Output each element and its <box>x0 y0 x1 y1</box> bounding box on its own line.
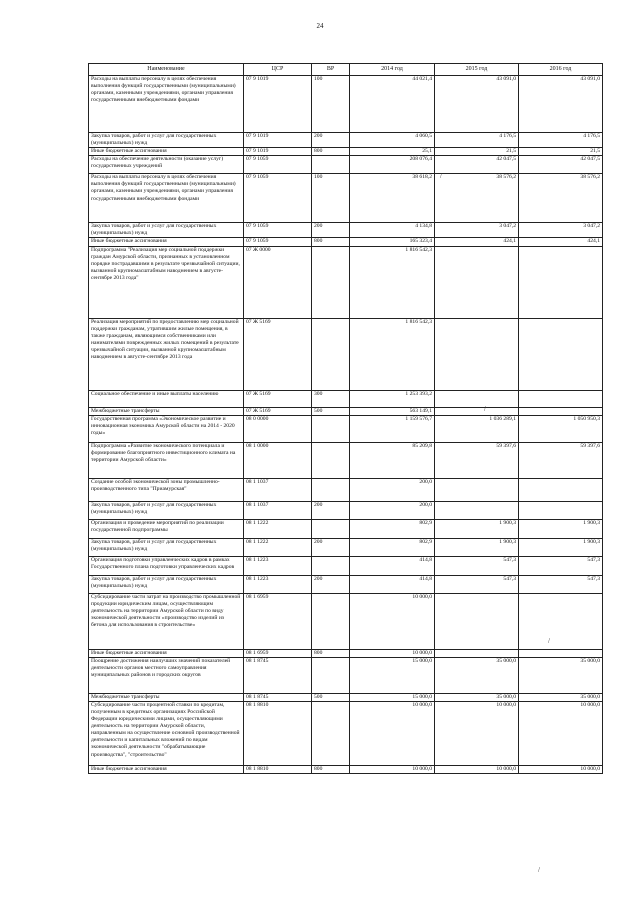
row-name: Иные бюджетные ассигнования <box>89 148 244 156</box>
row-2015 <box>435 318 519 390</box>
row-vr: 200 <box>312 538 350 556</box>
row-name: Закупка товаров, работ и услуг для государственных (муниципальных) нужд <box>89 575 244 593</box>
row-csr: 07 Ж 5169 <box>244 407 312 415</box>
row-2016: 59 397,6 <box>519 442 603 478</box>
row-csr: 08 1 1037 <box>244 478 312 501</box>
table-row <box>89 156 603 174</box>
row-name: Иные бюджетные ассигнования <box>89 765 244 773</box>
row-vr: 100 <box>312 76 350 133</box>
row-name: Реализация мероприятий по предоставлению мер социальной поддержки гражданам, утратившим жилые помещения, в также гражданам, являющимся собственниками или нанимателями поврежденных жилых помещений в результате чрезвычайной ситуации, вызванной крупномасштабным наводнением в августе-сентябре 2013 года <box>89 318 244 390</box>
row-2014: 200,0 <box>350 478 435 501</box>
row-2014: 10 000,0 <box>350 593 435 649</box>
row-2015 <box>435 649 519 657</box>
row-name: Межбюджетные трансферты <box>89 693 244 701</box>
row-2015: 38 576,2 <box>435 174 519 223</box>
row-2016: 10 000,0 <box>519 701 603 765</box>
row-2016: 3 047,2 <box>519 223 603 238</box>
row-name: Организация подготовки управленческих кадров в рамках Государственного плана подготовки управленческих кадров <box>89 556 244 575</box>
row-2015 <box>435 246 519 318</box>
table-row <box>89 501 603 519</box>
header-row <box>89 64 603 76</box>
header-2014: 2014 год <box>350 64 435 76</box>
row-2016: 38 576,2 <box>519 174 603 223</box>
row-csr: 08 1 1222 <box>244 538 312 556</box>
row-2016: 35 000,0 <box>519 693 603 701</box>
table-row <box>89 701 603 765</box>
pen-mark: / <box>538 866 540 874</box>
table-row <box>89 556 603 575</box>
row-2015 <box>435 501 519 519</box>
header-2016: 2016 год <box>519 64 603 76</box>
row-csr: 07 9 1059 <box>244 174 312 223</box>
table-row <box>89 442 603 478</box>
row-name: Создание особой экономической зоны промышленно-производственного типа "Приамурская" <box>89 478 244 501</box>
row-2014: 15 000,0 <box>350 693 435 701</box>
budget-table <box>88 63 603 774</box>
table-row <box>89 76 603 133</box>
row-csr: 07 Ж 0000 <box>244 246 312 318</box>
row-vr: 100 <box>312 174 350 223</box>
row-2014: 38 618,2 <box>350 174 435 223</box>
table-row <box>89 174 603 223</box>
row-vr <box>312 415 350 442</box>
row-2014: 165 323,4 <box>350 238 435 246</box>
pen-mark: / <box>484 405 486 413</box>
row-vr <box>312 246 350 318</box>
row-csr: 07 9 1059 <box>244 223 312 238</box>
row-2015: 3 047,2 <box>435 223 519 238</box>
row-2014: 200,0 <box>350 501 435 519</box>
header-csr: ЦСР <box>244 64 312 76</box>
row-vr <box>312 556 350 575</box>
row-csr: 08 1 8810 <box>244 765 312 773</box>
row-2014: 4 060,5 <box>350 133 435 148</box>
row-vr <box>312 701 350 765</box>
row-2015: 1 900,3 <box>435 519 519 538</box>
row-vr: 200 <box>312 575 350 593</box>
row-2014: 44 021,4 <box>350 76 435 133</box>
row-csr: 08 0 0000 <box>244 415 312 442</box>
row-vr: 800 <box>312 148 350 156</box>
row-name: Социальное обеспечение и иные выплаты населению <box>89 390 244 407</box>
row-2016: 1 900,3 <box>519 538 603 556</box>
row-csr: 08 1 1222 <box>244 519 312 538</box>
row-csr: 07 Ж 5169 <box>244 318 312 390</box>
table-row <box>89 765 603 773</box>
table-row <box>89 407 603 415</box>
row-2016: 10 000,0 <box>519 765 603 773</box>
row-vr <box>312 593 350 649</box>
row-csr: 07 9 1019 <box>244 76 312 133</box>
row-vr: 200 <box>312 501 350 519</box>
row-2015: 35 000,0 <box>435 693 519 701</box>
row-2016 <box>519 390 603 407</box>
row-name: Межбюджетные трансферты <box>89 407 244 415</box>
table-row <box>89 390 603 407</box>
row-name: Расходы на обеспечение деятельности (оказание услуг) государственных учреждений <box>89 156 244 174</box>
row-2016: 547,3 <box>519 575 603 593</box>
header-2015: 2015 год <box>435 64 519 76</box>
row-vr <box>312 442 350 478</box>
row-2014: 208 076,4 <box>350 156 435 174</box>
pen-mark: / <box>440 172 442 180</box>
table-row <box>89 133 603 148</box>
row-vr: 800 <box>312 649 350 657</box>
row-2014: 1 816 542,3 <box>350 318 435 390</box>
row-csr: 07 9 1059 <box>244 238 312 246</box>
row-name: Государственная программа «Экономическое развитие и инновационная экономика Амурской области на 2014 - 2020 годы» <box>89 415 244 442</box>
pen-mark: / <box>548 637 550 645</box>
row-name: Закупка товаров, работ и услуг для государственных (муниципальных) нужд <box>89 133 244 148</box>
row-name: Субсидирование части затрат на производство промышленной продукции юридическим лицам, осуществляющим деятельность на территории Амурской области по виду экономической деятельности «производство изделий из бетона для использования в строительстве» <box>89 593 244 649</box>
table-row <box>89 148 603 156</box>
row-vr: 500 <box>312 693 350 701</box>
row-2014: 563 149,1 <box>350 407 435 415</box>
row-2014: 1 159 576,7 <box>350 415 435 442</box>
row-2015 <box>435 390 519 407</box>
row-2016 <box>519 649 603 657</box>
row-2016: 21,5 <box>519 148 603 156</box>
row-name: Расходы на выплаты персоналу в целях обеспечения выполнения функций государственными (муниципальными) органами, казенными учреждениями, органами управления государственными внебюджетными фондами <box>89 76 244 133</box>
row-2015: 35 000,0 <box>435 657 519 693</box>
row-name: Закупка товаров, работ и услуг для государственных (муниципальных) нужд <box>89 501 244 519</box>
row-csr: 08 1 0000 <box>244 442 312 478</box>
row-vr <box>312 519 350 538</box>
row-csr: 08 1 6959 <box>244 593 312 649</box>
row-vr: 800 <box>312 238 350 246</box>
row-csr: 07 Ж 5169 <box>244 390 312 407</box>
row-2014: 15 000,0 <box>350 657 435 693</box>
row-2015: 21,5 <box>435 148 519 156</box>
row-2014: 1 816 542,3 <box>350 246 435 318</box>
row-vr <box>312 478 350 501</box>
row-2016 <box>519 246 603 318</box>
row-vr <box>312 156 350 174</box>
row-csr: 07 9 1019 <box>244 133 312 148</box>
table-row <box>89 538 603 556</box>
row-2015 <box>435 593 519 649</box>
row-2015: 1 900,3 <box>435 538 519 556</box>
table-row <box>89 575 603 593</box>
page-number: 24 <box>316 22 324 30</box>
row-vr <box>312 318 350 390</box>
row-2015: 4 176,5 <box>435 133 519 148</box>
table-row <box>89 318 603 390</box>
row-vr: 200 <box>312 133 350 148</box>
row-2014: 802,9 <box>350 538 435 556</box>
row-2014: 10 000,0 <box>350 765 435 773</box>
row-csr: 07 9 1059 <box>244 156 312 174</box>
row-2016: 42 047,5 <box>519 156 603 174</box>
row-2015: 1 036 289,1 <box>435 415 519 442</box>
table-row <box>89 657 603 693</box>
row-vr: 500 <box>312 407 350 415</box>
row-csr: 07 9 1019 <box>244 148 312 156</box>
table-row <box>89 478 603 501</box>
row-csr: 08 1 8745 <box>244 693 312 701</box>
row-2014: 414,8 <box>350 575 435 593</box>
row-2015: 547,3 <box>435 556 519 575</box>
row-2016: 1 050 950,3 <box>519 415 603 442</box>
row-2015: 59 397,6 <box>435 442 519 478</box>
row-2016: 547,3 <box>519 556 603 575</box>
row-2014: 10 000,0 <box>350 649 435 657</box>
row-2015 <box>435 478 519 501</box>
row-2016 <box>519 478 603 501</box>
row-2015: 10 000,0 <box>435 701 519 765</box>
row-2016: 424,1 <box>519 238 603 246</box>
row-name: Расходы на выплаты персоналу в целях обеспечения выполнения функций государственными (муниципальными) органами, казенными учреждениями, органами управления государственными внебюджетными фондами <box>89 174 244 223</box>
row-csr: 08 1 1223 <box>244 556 312 575</box>
row-2016: 35 000,0 <box>519 657 603 693</box>
row-name: Организация и проведение мероприятий по реализации государственной подпрограммы <box>89 519 244 538</box>
table-body <box>89 76 603 774</box>
row-2014: 10 000,0 <box>350 701 435 765</box>
row-2016: 43 091,0 <box>519 76 603 133</box>
table-row <box>89 693 603 701</box>
row-csr: 08 1 6959 <box>244 649 312 657</box>
table-row <box>89 649 603 657</box>
header-vr: ВР <box>312 64 350 76</box>
row-2015: 43 091,0 <box>435 76 519 133</box>
row-vr: 800 <box>312 765 350 773</box>
row-name: Подпрограмма «Развитие экономического потенциала и формирование благоприятного инвестиционного климата на территории Амурской области» <box>89 442 244 478</box>
row-2014: 25,1 <box>350 148 435 156</box>
row-2014: 802,9 <box>350 519 435 538</box>
table-row <box>89 415 603 442</box>
row-2015: 547,3 <box>435 575 519 593</box>
row-2015: 10 000,0 <box>435 765 519 773</box>
row-name: Поощрение достижения наилучших значений показателей деятельности органов местного самоуправления муниципальных районов и городских округов <box>89 657 244 693</box>
table-row <box>89 519 603 538</box>
row-name: Субсидирование части процентной ставки по кредитам, полученным в кредитных организациях Российской Федерации юридическими лицами, осуществляющими деятельность на территории Амурской области, направленным на осуществление основной производственной деятельности и капитальных вложений по видам экономической деятельности "обрабатывающие производства", "строительство" <box>89 701 244 765</box>
row-2016 <box>519 318 603 390</box>
row-csr: 08 1 1037 <box>244 501 312 519</box>
row-name: Подпрограмма "Реализация мер социальной поддержки граждан Амурской области, признанных в установленном порядке пострадавшими в результате чрезвычайной ситуации, вызванной крупномасштабным наводнением в августе-сентябре 2013 года" <box>89 246 244 318</box>
table-row <box>89 593 603 649</box>
row-2016 <box>519 407 603 415</box>
row-2014: 414,8 <box>350 556 435 575</box>
row-name: Иные бюджетные ассигнования <box>89 238 244 246</box>
table-row <box>89 223 603 238</box>
row-name: Закупка товаров, работ и услуг для государственных (муниципальных) нужд <box>89 223 244 238</box>
row-csr: 08 1 8810 <box>244 701 312 765</box>
row-2015: 42 047,5 <box>435 156 519 174</box>
row-2016 <box>519 501 603 519</box>
row-name: Закупка товаров, работ и услуг для государственных (муниципальных) нужд <box>89 538 244 556</box>
row-2015: 424,1 <box>435 238 519 246</box>
row-2014: 85 209,8 <box>350 442 435 478</box>
row-2016 <box>519 593 603 649</box>
header-name: Наименование <box>89 64 244 76</box>
row-csr: 08 1 8745 <box>244 657 312 693</box>
table-row <box>89 238 603 246</box>
row-2016: 4 176,5 <box>519 133 603 148</box>
row-vr <box>312 657 350 693</box>
row-2016: 1 900,3 <box>519 519 603 538</box>
row-name: Иные бюджетные ассигнования <box>89 649 244 657</box>
table-row <box>89 246 603 318</box>
row-2014: 4 134,8 <box>350 223 435 238</box>
row-2015 <box>435 407 519 415</box>
row-csr: 08 1 1223 <box>244 575 312 593</box>
row-vr: 300 <box>312 390 350 407</box>
row-vr: 200 <box>312 223 350 238</box>
row-2014: 1 253 393,2 <box>350 390 435 407</box>
